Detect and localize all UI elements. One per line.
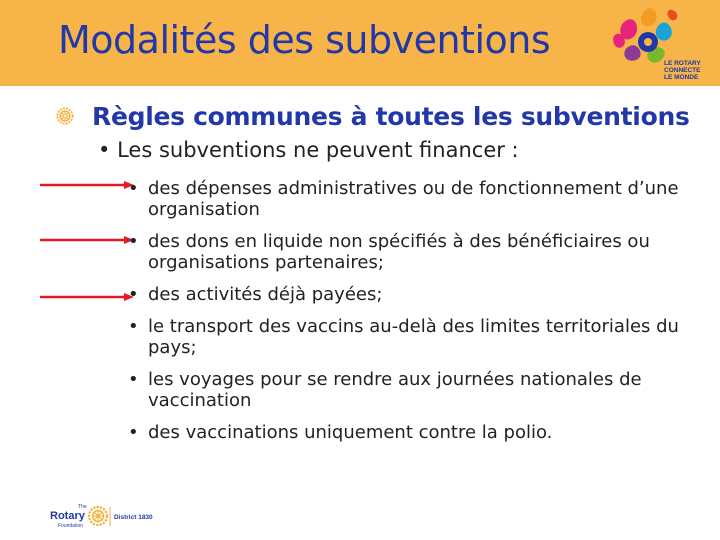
slide-title: Modalités des subventions (58, 18, 551, 62)
logo-line: CONNECTE (664, 67, 701, 74)
exclusion-list (128, 178, 708, 454)
footer-district: District 1830 (114, 514, 153, 521)
rotary-wheel-icon (89, 507, 107, 525)
section-heading: Règles communes à toutes les subventions (92, 102, 690, 131)
bullet-glyph: • (128, 284, 139, 305)
bullet-glyph: • (128, 316, 139, 337)
list-item-text: des activités déjà payées; (148, 284, 383, 305)
intro-bullet (98, 138, 519, 162)
bullet-glyph: • (128, 178, 139, 199)
logo-line: LE ROTARY (664, 60, 701, 67)
list-item (128, 178, 708, 220)
list-item-text: les voyages pour se rendre aux journées nationales de vaccination (148, 369, 642, 411)
footer-org-top: The (78, 504, 87, 510)
red-arrow-icon (40, 292, 134, 302)
bullet-glyph: • (128, 422, 139, 443)
list-item-text: le transport des vaccins au-delà des limites territoriales du pays; (148, 316, 679, 358)
logo-line: LE MONDE (664, 74, 699, 81)
red-arrow-icon (40, 235, 134, 245)
footer-org-name: Rotary (50, 510, 85, 522)
list-item-text: des dons en liquide non spécifiés à des bénéficiaires ou organisations partenaires; (148, 231, 650, 273)
bullet-glyph: • (128, 231, 139, 252)
rotary-wheel-icon (56, 107, 74, 125)
bullet-glyph: • (128, 369, 139, 390)
list-item (128, 369, 708, 411)
bullet-glyph: • (98, 138, 111, 162)
list-item (128, 316, 708, 358)
list-item-text: des vaccinations uniquement contre la polio. (148, 422, 553, 443)
list-item-text: des dépenses administratives ou de fonctionnement d’une organisation (148, 178, 679, 220)
list-item (128, 422, 708, 443)
list-item (128, 231, 708, 273)
list-item (128, 284, 708, 305)
intro-text: Les subventions ne peuvent financer : (117, 138, 519, 162)
logo-tagline (664, 60, 701, 81)
rotary-foundation-logo (48, 500, 168, 532)
footer-org-bottom: Foundation (58, 523, 84, 529)
red-arrow-icon (40, 180, 134, 190)
